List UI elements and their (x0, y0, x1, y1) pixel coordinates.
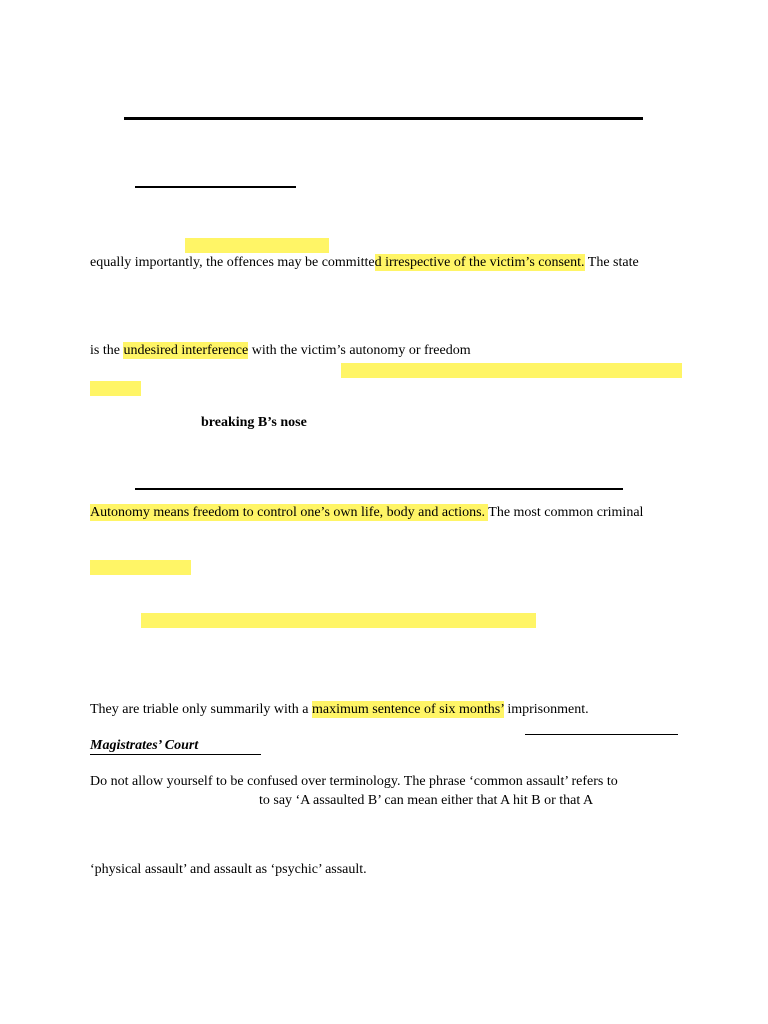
text-line-court (90, 737, 261, 755)
highlighted-text: undesired interference (123, 343, 249, 358)
text-line-autonomy (90, 504, 643, 521)
text-segment: Do not allow yourself to be confused over terminology. The phrase ‘common assault’ refers to (90, 774, 618, 789)
text-segment: to say ‘A assaulted B’ can mean either that A hit B or that A (259, 793, 594, 808)
highlight-block (90, 560, 191, 575)
text-line-terminology (90, 773, 618, 790)
text-segment: The most common criminal (488, 505, 644, 520)
section-rule (135, 488, 623, 490)
text-segment: equally importantly, the offences may be committe (90, 255, 375, 270)
title-rule (124, 117, 643, 120)
text-segment: is the (90, 343, 124, 358)
highlight-block (90, 381, 141, 396)
text-line-interference (90, 342, 471, 359)
subheading-rule (135, 186, 296, 188)
highlight-block (341, 363, 682, 378)
text-segment: The state (584, 255, 639, 270)
text-line-psychic (90, 861, 367, 878)
highlight-block (185, 238, 329, 253)
text-line-triable (90, 701, 589, 718)
text-segment: ‘physical assault’ and assault as ‘psychic’ assault. (90, 862, 367, 877)
highlight-block (141, 613, 536, 628)
right-short-rule (525, 734, 678, 735)
highlighted-text: maximum sentence of six months’ (312, 702, 504, 717)
text-segment: with the victim’s autonomy or freedom (248, 343, 471, 358)
highlighted-text: Autonomy means freedom to control one’s own life, body and actions. (90, 505, 489, 520)
bold-text: breaking B’s nose (201, 415, 307, 430)
text-line-nose (201, 414, 307, 431)
text-segment: imprisonment. (503, 702, 589, 717)
text-segment: They are triable only summarily with a (90, 702, 312, 717)
highlighted-text: d irrespective of the victim’s consent. (374, 255, 585, 270)
text-line-consent (90, 254, 639, 271)
court-heading: Magistrates’ Court (90, 738, 199, 753)
text-line-saying (259, 792, 593, 809)
